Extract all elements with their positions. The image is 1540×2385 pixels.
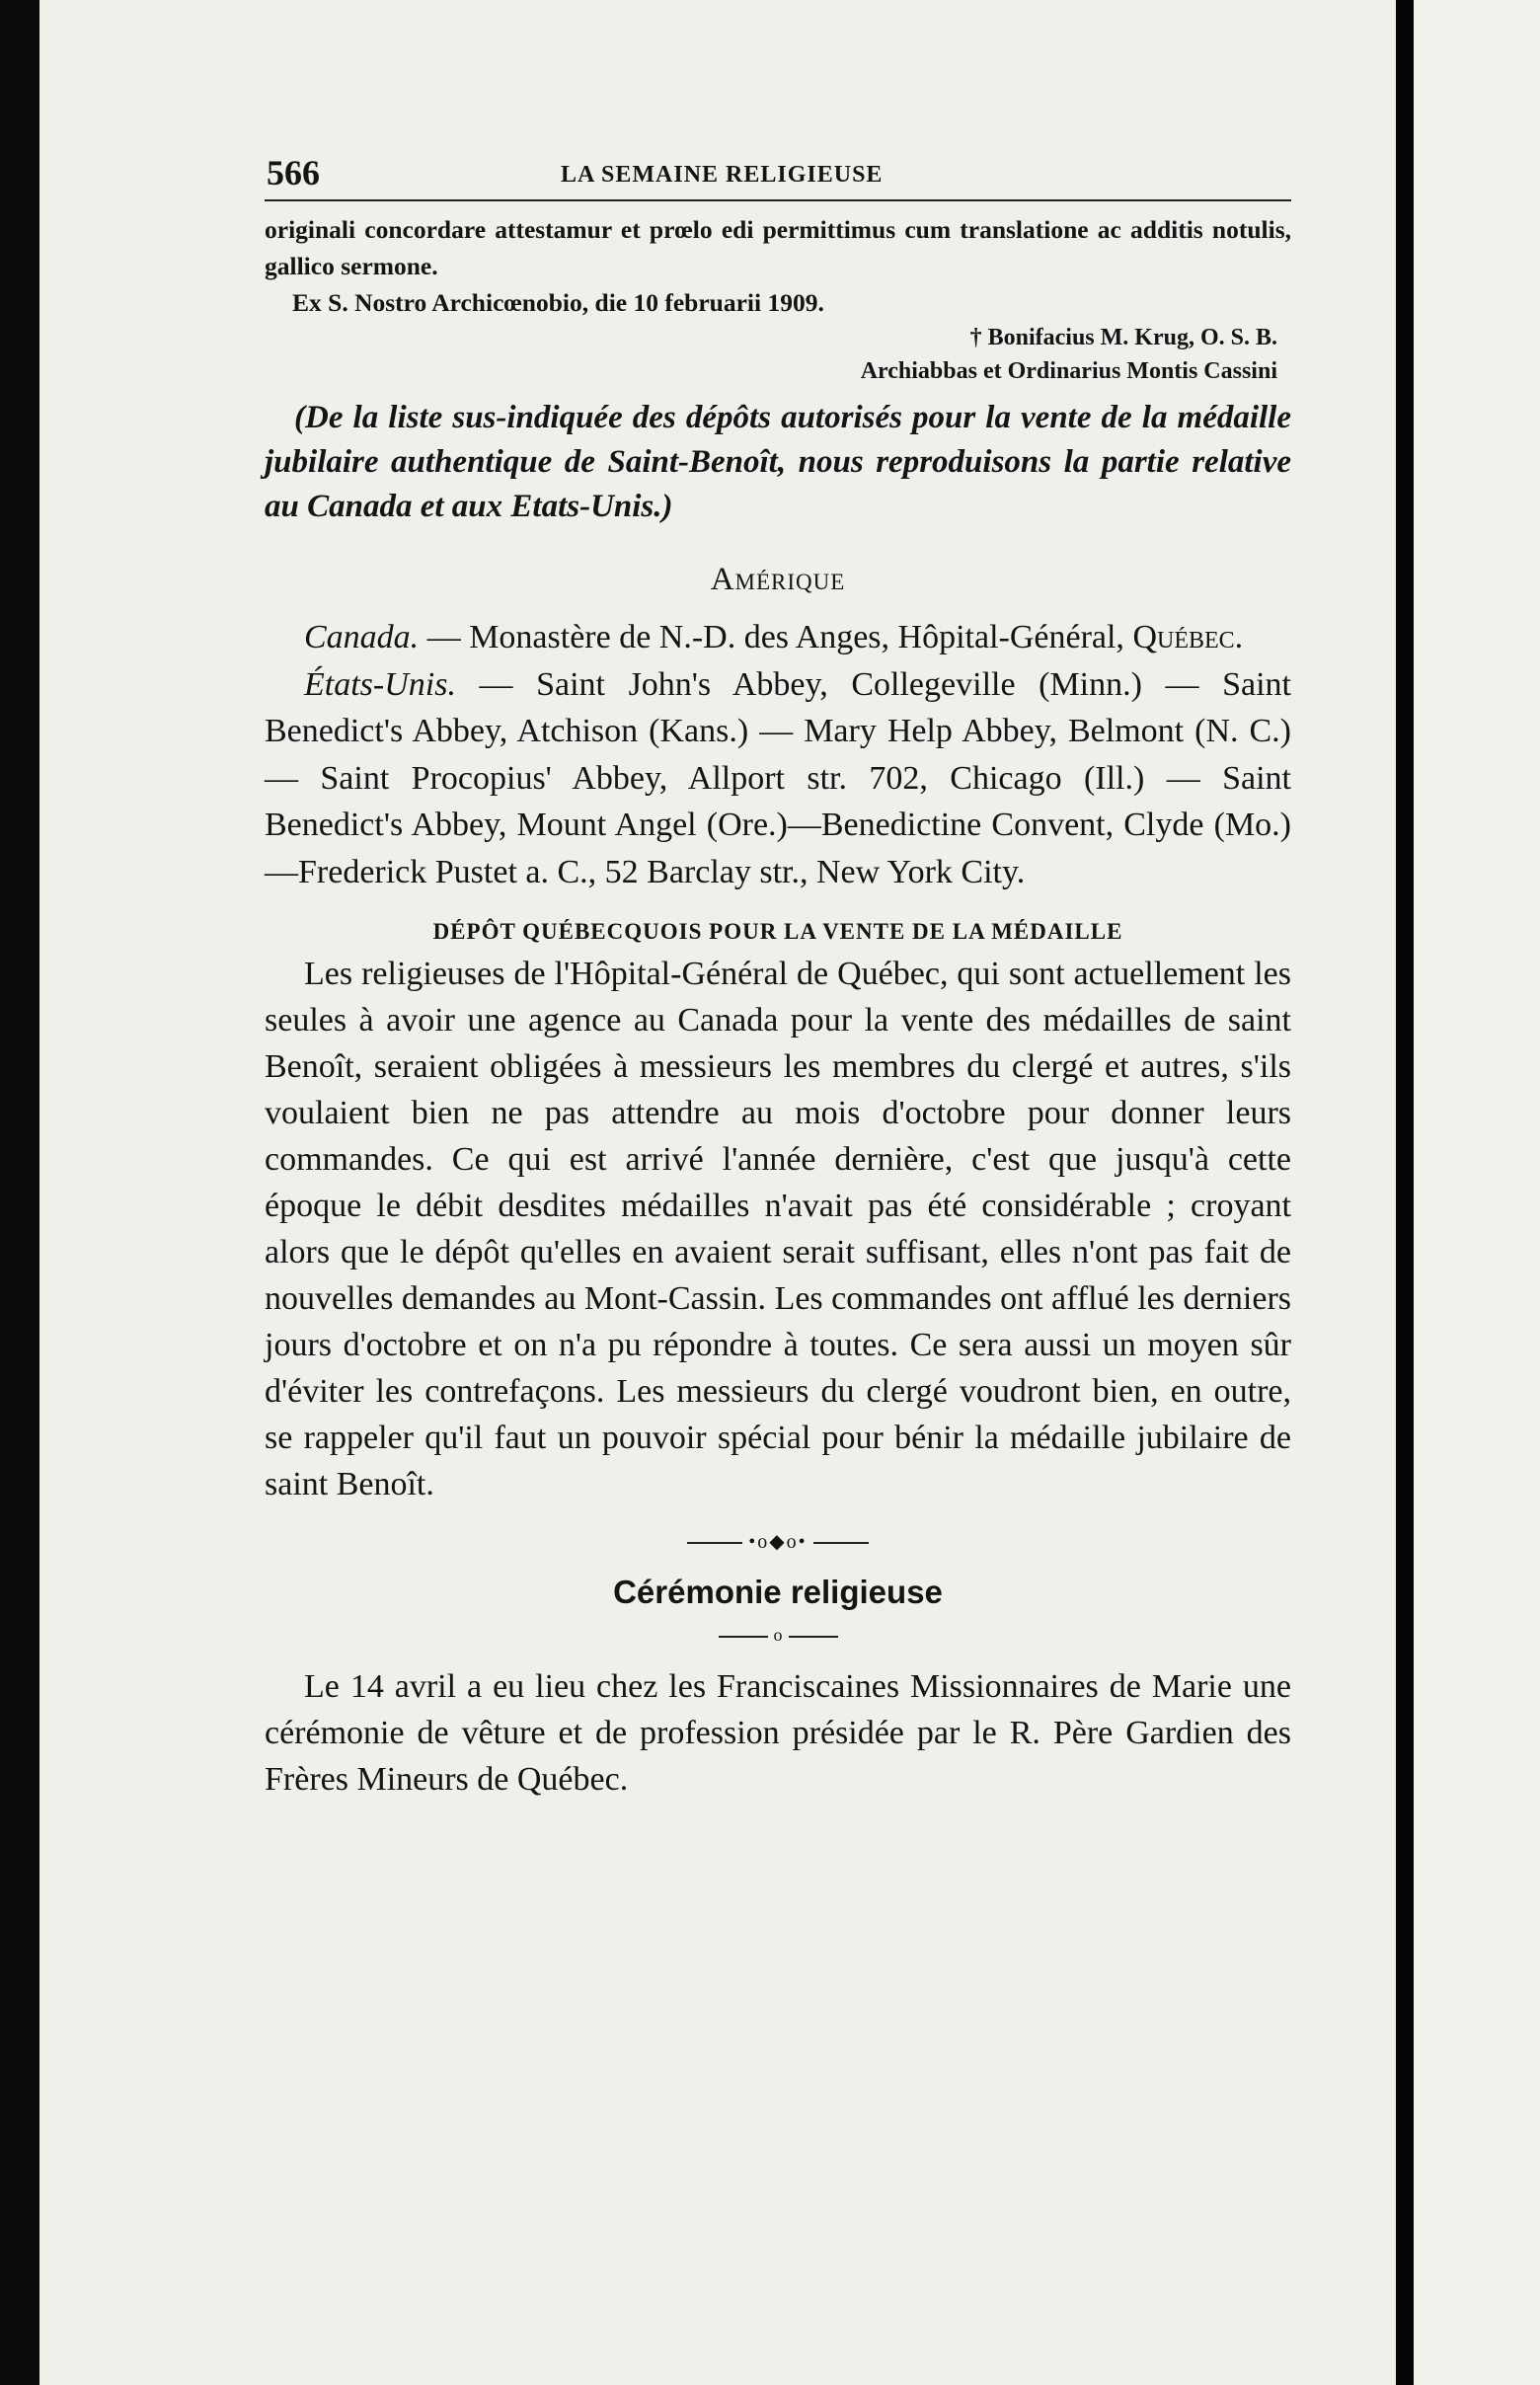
ornament-rule-right bbox=[813, 1542, 869, 1544]
small-ornament-rule-right bbox=[789, 1636, 838, 1638]
usa-entry bbox=[265, 661, 1291, 896]
latin-attestation-text: originali concordare attestamur et prœlo edi permittimus cum translatione ac additis notulis, gallico sermone. bbox=[265, 215, 1291, 280]
canada-label: Canada. bbox=[304, 619, 420, 655]
section-ornament bbox=[265, 1529, 1291, 1554]
running-header bbox=[265, 148, 1291, 201]
page-number: 566 bbox=[267, 153, 320, 192]
small-ornament-mark: o bbox=[773, 1625, 783, 1645]
running-title: LA SEMAINE RELIGIEUSE bbox=[561, 162, 884, 188]
small-ornament-rule-left bbox=[719, 1636, 768, 1638]
signature-block bbox=[265, 321, 1291, 388]
ornament-mark: •o◆o• bbox=[748, 1531, 808, 1553]
editorial-note: (De la liste sus-indiquée des dépôts autorisés pour la vente de la médaille jubilaire authentique de Saint-Benoît, nous reproduisons la partie relative au Canada et aux Etats-Unis.) bbox=[265, 400, 1291, 524]
amerique-heading: Amérique bbox=[710, 562, 846, 597]
usa-label: États-Unis. bbox=[304, 665, 456, 703]
ceremony-paragraph: Le 14 avril a eu lieu chez les Franciscaines Missionnaires de Marie une cérémonie de vêture et de profession présidée par le R. Père Gardien des Frères Mineurs de Québec. bbox=[265, 1668, 1291, 1798]
depot-heading: DÉPÔT QUÉBECQUOIS POUR LA VENTE DE LA MÉDAILLE bbox=[432, 919, 1123, 944]
page-content bbox=[265, 148, 1291, 1803]
scan-left-border bbox=[0, 0, 39, 2385]
canada-text: — Monastère de N.-D. des Anges, Hôpital-Général, bbox=[419, 619, 1133, 655]
document-page bbox=[39, 0, 1396, 2385]
canada-city: Québec. bbox=[1132, 619, 1244, 655]
signature-title: Archiabbas et Ordinarius Montis Cassini bbox=[860, 358, 1277, 384]
adjacent-page-edge bbox=[1414, 0, 1540, 2385]
small-ornament bbox=[265, 1625, 1291, 1646]
usa-text: — Saint John's Abbey, Collegeville (Minn.) — Saint Benedict's Abbey, Atchison (Kans.) — Mary Help Abbey, Belmont (N. C.) — Saint Procopius' Abbey, Allport str. 702, Chicago (Ill.) — Saint Benedict's Abbey, Mount Angel (Ore.)—Benedictine Convent, Clyde (Mo.)—Frederick Pustet a. C., 52 Barclay str., New York City. bbox=[265, 665, 1291, 890]
latin-attestation bbox=[265, 211, 1291, 321]
ornament-rule-left bbox=[687, 1542, 742, 1544]
canada-entry bbox=[265, 614, 1291, 661]
ceremony-heading: Cérémonie religieuse bbox=[613, 1574, 943, 1610]
depot-paragraph: Les religieuses de l'Hôpital-Général de Québec, qui sont actuellement les seules à avoir une agence au Canada pour la vente des médailles de saint Benoît, seraient obligées à messieurs les membres du clergé et autres, s'ils voulaient bien ne pas attendre au mois d'octobre pour donner leurs commandes. Ce qui est arrivé l'année dernière, c'est que jusqu'à cette époque le débit desdites médailles n'avait pas été considérable ; croyant alors que le dépôt qu'elles en avaient serait suffisant, elles n'ont pas fait de nouvelles demandes au Mont-Cassin. Les commandes ont afflué les derniers jours d'octobre et on n'a pu répondre à toutes. Ce sera aussi un moyen sûr d'éviter les contrefaçons. Les messieurs du clergé voudront bien, en outre, se rappeler qu'il faut un pouvoir spécial pour bénir la médaille jubilaire de saint Benoît. bbox=[265, 956, 1291, 1502]
signature-name: † Bonifacius M. Krug, O. S. B. bbox=[969, 325, 1277, 350]
latin-date-line: Ex S. Nostro Archicœnobio, die 10 februarii 1909. bbox=[292, 288, 824, 317]
